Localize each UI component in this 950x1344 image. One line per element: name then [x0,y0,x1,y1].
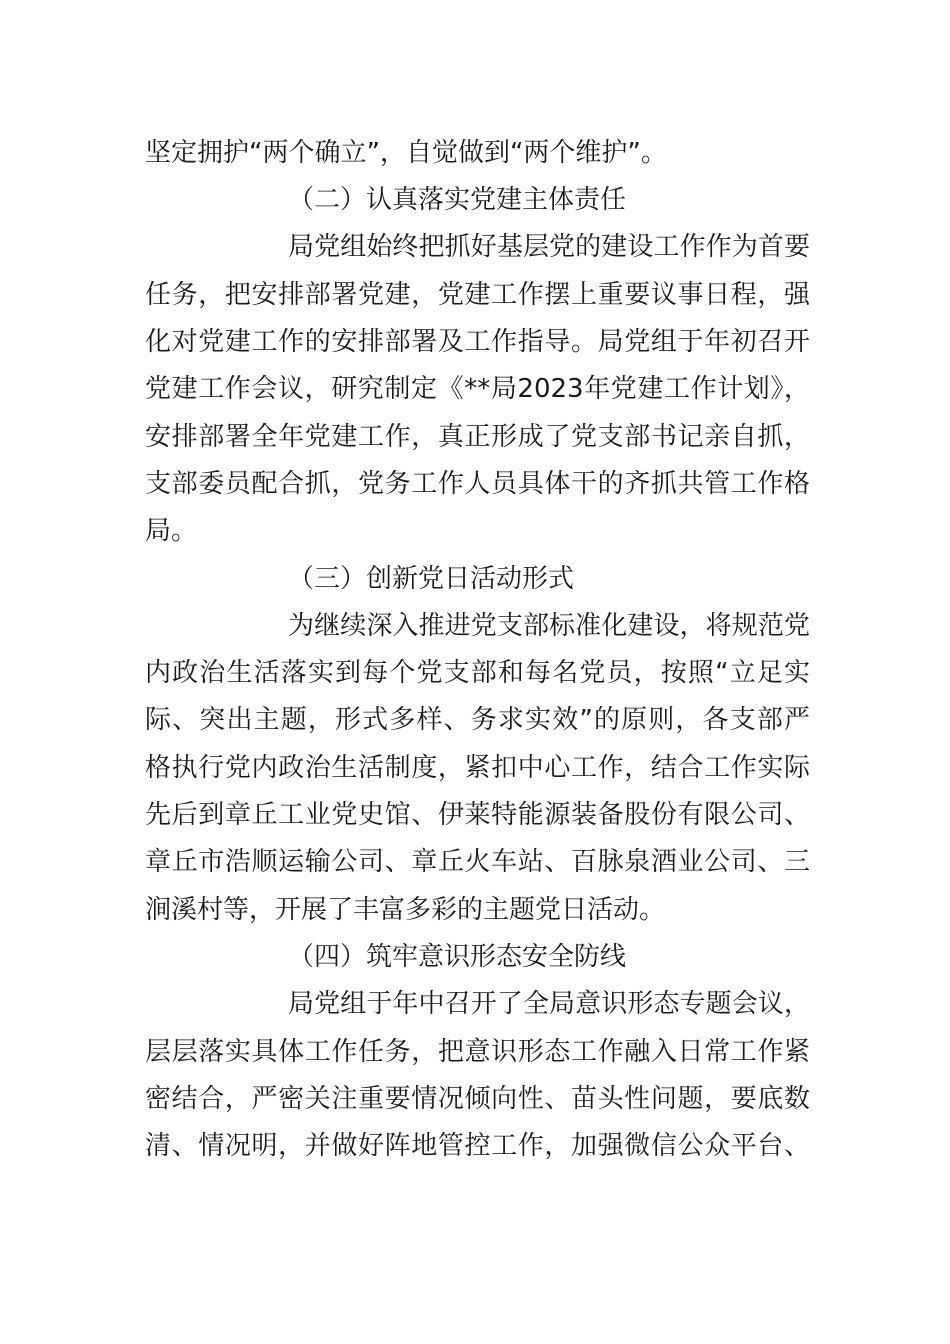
paragraph-line: 安排部署全年党建工作，真正形成了党支部书记亲自抓， [145,422,810,452]
paragraph-line: 内政治生活落实到每个党支部和每名党员，按照“立足实 [145,658,810,688]
paragraph-line: 局。 [145,516,198,546]
paragraph-line: 先后到章丘工业党史馆、伊莱特能源装备股份有限公司、 [145,800,810,830]
paragraph-line: 任务，把安排部署党建，党建工作摆上重要议事日程，强 [145,280,810,310]
paragraph-line: 涧溪村等，开展了丰富多彩的主题党日活动。 [145,895,666,925]
paragraph-line: 局党组始终把抓好基层党的建设工作作为首要 [288,232,810,262]
paragraph-line: 清、情况明，并做好阵地管控工作，加强微信公众平台、 [145,1131,810,1161]
paragraph-line: 层层落实具体工作任务，把意识形态工作融入日常工作紧 [145,1037,810,1067]
section-heading: （四）筑牢意识形态安全防线 [288,942,627,972]
paragraph-line: 为继续深入推进党支部标准化建设，将规范党 [288,611,810,641]
paragraph-line: 际、突出主题，形式多样、务求实效”的原则，各支部严 [145,705,810,735]
paragraph-line: 党建工作会议，研究制定《**局2023年党建工作计划》， [145,374,810,404]
section-heading: （三）创新党日活动形式 [288,564,575,594]
paragraph-line: 化对党建工作的安排部署及工作指导。局党组于年初召开 [145,327,810,357]
section-heading: （二）认真落实党建主体责任 [288,185,627,215]
paragraph-line: 格执行党内政治生活制度，紧扣中心工作，结合工作实际 [145,753,810,783]
paragraph-line: 局党组于年中召开了全局意识形态专题会议， [288,989,810,1019]
paragraph-line: 密结合，严密关注重要情况倾向性、苗头性问题，要底数 [145,1084,810,1114]
paragraph-line: 章丘市浩顺运输公司、章丘火车站、百脉泉酒业公司、三 [145,847,810,877]
paragraph-line: 支部委员配合抓，党务工作人员具体干的齐抓共管工作格 [145,469,810,499]
paragraph-line: 坚定拥护“两个确立”，自觉做到“两个维护”。 [145,138,667,168]
